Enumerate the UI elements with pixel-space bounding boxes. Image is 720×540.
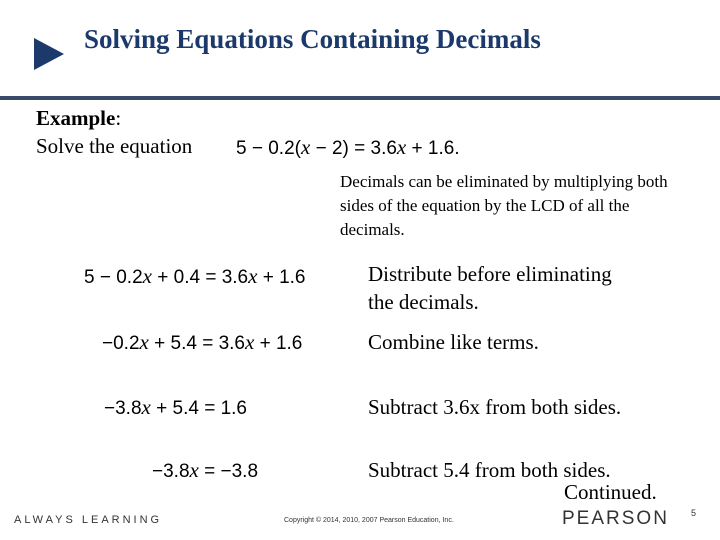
step-4-explanation: Subtract 5.4 from both sides.	[368, 458, 611, 482]
example-label: Example	[36, 106, 116, 130]
step-4-equation: −3.8x = −3.8	[152, 458, 259, 482]
step-1-explanation-line1: Distribute before eliminating	[368, 262, 612, 286]
example-colon: :	[115, 106, 122, 130]
slide-title: Solving Equations Containing Decimals	[84, 24, 541, 54]
step-1-equation: 5 − 0.2x + 0.4 = 3.6x + 1.6	[84, 264, 306, 288]
example-prompt: Solve the equation	[36, 134, 193, 158]
pearson-logo: PEARSON	[562, 508, 669, 529]
page-number: 5	[691, 508, 697, 518]
continued-note: Continued.	[564, 480, 657, 504]
step-2-explanation: Combine like terms.	[368, 330, 539, 354]
step-2-equation: −0.2x + 5.4 = 3.6x + 1.6	[102, 330, 303, 354]
original-equation: 5 − 0.2(x − 2) = 3.6x + 1.6.	[236, 135, 460, 159]
example-heading	[36, 106, 121, 131]
lcd-note: Decimals can be eliminated by multiplying both sides of the equation by the LCD of all the decimals.	[340, 172, 668, 239]
always-learning-tagline: ALWAYS LEARNING	[14, 514, 163, 526]
step-3-explanation: Subtract 3.6x from both sides.	[368, 395, 622, 419]
copyright-notice: Copyright © 2014, 2010, 2007 Pearson Education, Inc.	[284, 517, 454, 524]
title-bullet-arrow-icon	[34, 38, 64, 70]
step-3-equation: −3.8x + 5.4 = 1.6	[104, 395, 247, 419]
title-divider	[0, 96, 720, 100]
step-1-explanation-line2: the decimals.	[368, 290, 479, 314]
